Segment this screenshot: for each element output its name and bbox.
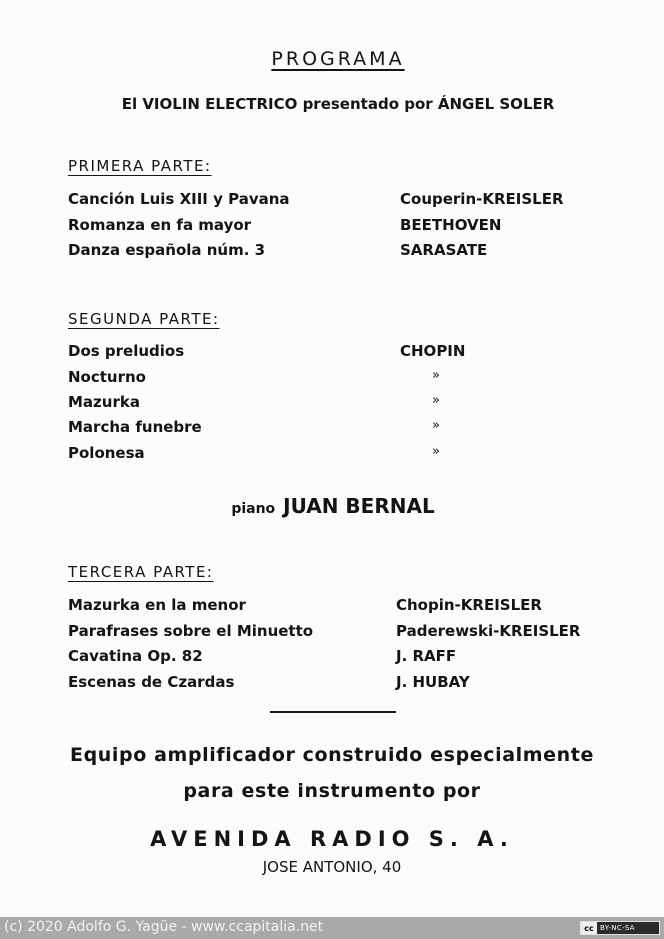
piece-title: Nocturno <box>68 368 146 386</box>
composer-name: Chopin-KREISLER <box>396 596 542 614</box>
composer-name: Couperin-KREISLER <box>400 190 564 208</box>
ditto-mark: » <box>432 368 440 383</box>
piece-title: Escenas de Czardas <box>68 673 235 691</box>
composer-name: J. RAFF <box>396 647 457 665</box>
section-heading-segunda: SEGUNDA PARTE: <box>68 310 220 328</box>
composer-name: Paderewski-KREISLER <box>396 622 581 640</box>
company-name: AVENIDA RADIO S. A. <box>150 827 514 851</box>
piano-credit <box>0 494 664 518</box>
composer-name: J. HUBAY <box>396 673 470 691</box>
composer-name: CHOPIN <box>400 342 466 360</box>
license-terms: BY-NC-SA <box>600 924 635 932</box>
ditto-mark: » <box>432 393 440 408</box>
pianist-name: JUAN BERNAL <box>283 494 435 518</box>
ditto-mark: » <box>432 444 440 459</box>
company-address: JOSE ANTONIO, 40 <box>262 858 402 876</box>
section-heading-primera: PRIMERA PARTE: <box>68 157 212 175</box>
copyright-footer <box>0 917 664 939</box>
piece-title: Canción Luis XIII y Pavana <box>68 190 290 208</box>
closing-line-1: Equipo amplificador construido especialmente <box>70 744 594 766</box>
program-subtitle: El VIOLIN ELECTRICO presentado por ÁNGEL SOLER <box>121 95 555 113</box>
ditto-mark: » <box>432 418 440 433</box>
piece-title: Polonesa <box>68 444 145 462</box>
composer-name: SARASATE <box>400 241 488 259</box>
composer-name: BEETHOVEN <box>400 216 502 234</box>
piece-title: Marcha funebre <box>68 418 202 436</box>
piece-title: Mazurka <box>68 393 140 411</box>
piece-title: Cavatina Op. 82 <box>68 647 203 665</box>
closing-line-2: para este instrumento por <box>183 780 481 802</box>
cc-icon: cc <box>581 922 597 934</box>
cc-license-badge <box>580 921 660 935</box>
section-divider <box>270 711 396 713</box>
section-heading-tercera: TERCERA PARTE: <box>68 563 214 581</box>
piece-title: Mazurka en la menor <box>68 596 246 614</box>
piece-title: Romanza en fa mayor <box>68 216 252 234</box>
program-title: PROGRAMA <box>271 48 405 70</box>
piece-title: Dos preludios <box>68 342 185 360</box>
piano-label: piano <box>231 501 276 517</box>
copyright-credit: (c) 2020 Adolfo G. Yagüe - www.ccapitalia.net <box>4 919 324 935</box>
piece-title: Danza española núm. 3 <box>68 241 266 259</box>
piece-title: Parafrases sobre el Minuetto <box>68 622 314 640</box>
